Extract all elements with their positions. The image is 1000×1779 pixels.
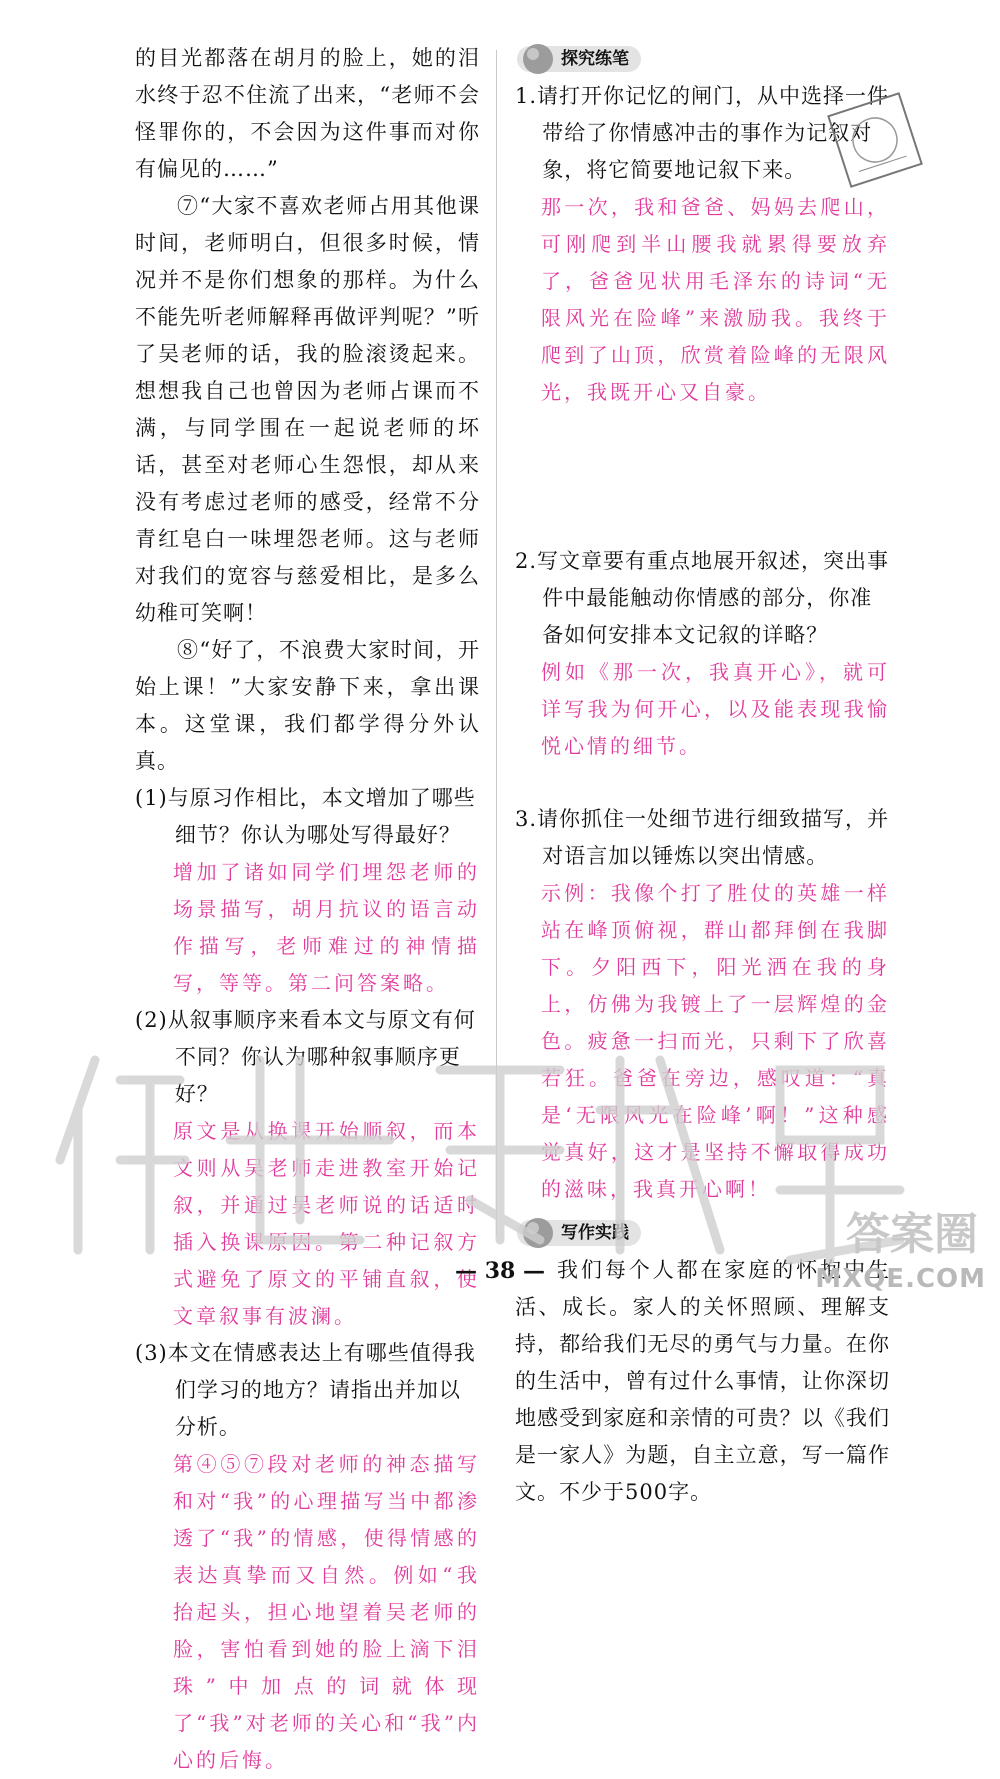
question-1: (1)与原习作相比，本文增加了哪些细节？你认为哪处写得最好？: [135, 786, 476, 847]
column-divider: [496, 50, 497, 1235]
practice-question-3: 3.请你抓住一处细节进行细致描写，并对语言加以锤炼以突出情感。: [515, 807, 890, 868]
answer-2: 原文是从换课开始顺叙，而本文则从吴老师走进教室开始记叙，并通过吴老师说的话适时插入换课原因。第二种记叙方式避免了原文的平铺直叙，使文章叙事有波澜。: [173, 1119, 480, 1328]
left-column: [135, 40, 480, 1779]
practice-answer-1: 那一次，我和爸爸、妈妈去爬山，可刚爬到半山腰我就累得要放弃了，爸爸见状用毛泽东的诗词“无限风光在险峰”来激励我。我终于爬到了山顶，欣赏着险峰的无限风光，我既开心又自豪。: [541, 195, 890, 404]
passage-paragraph-7: ⑦“大家不喜欢老师占用其他课时间，老师明白，但很多时候，情况并不是你们想象的那样。为什么不能先听老师解释再做评判呢？”听了吴老师的话，我的脸滚烫起来。想想我自己也曾因为老师占课而不满，与同学围在一起说老师的坏话，甚至对老师心生怨恨，却从来没有考虑过老师的感受，经常不分青红皂白一味埋怨老师。这与老师对我们的宽容与慈爱相比，是多么幼稚可笑啊！: [135, 194, 480, 625]
section-title-explore: 探究练笔: [561, 49, 629, 69]
answer-3: 第④⑤⑦段对老师的神态描写和对“我”的心理描写当中都渗透了“我”的情感，使得情感的表达真挚而又自然。例如“我抬起头，担心地望着吴老师的脸，害怕看到她的脸上滴下泪珠”中加点的词就体现了“我”对老师的关心和“我”内心的后悔。: [173, 1452, 480, 1772]
page-number: — 38 —: [455, 1258, 545, 1284]
writing-task: 我们每个人都在家庭的怀抱中生活、成长。家人的关怀照顾、理解支持，都给我们无尽的勇气与力量。在你的生活中，曾有过什么事情，让你深切地感受到家庭和亲情的可贵？以《我们是一家人》为题，自主立意，写一篇作文。不少于500字。: [515, 1258, 890, 1504]
passage-paragraph-6-end: 的目光都落在胡月的脸上，她的泪水终于忍不住流了出来，“老师不会怪罪你的，不会因为这件事而对你有偏见的……”: [135, 46, 480, 181]
pencil-blob-icon: [521, 42, 555, 76]
practice-question-2: 2.写文章要有重点地展开叙述，突出事件中最能触动你情感的部分，你准备如何安排本文记叙的详略？: [515, 549, 890, 647]
passage-paragraph-8: ⑧“好了，不浪费大家时间，开始上课！”大家安静下来，拿出课本。这堂课，我们都学得分外认真。: [135, 638, 480, 773]
practice-answer-3: 示例：我像个打了胜仗的英雄一样站在峰顶俯视，群山都拜倒在我脚下。夕阳西下，阳光洒在我的身上，仿佛为我镀上了一层辉煌的金色。疲惫一扫而光，只剩下了欣喜若狂。爸爸在旁边，感叹道：“真是‘无限风光在险峰’啊！”这种感觉真好，这才是坚持不懈取得成功的滋味，我真开心啊！: [541, 881, 890, 1201]
question-3: (3)本文在情感表达上有哪些值得我们学习的地方？请指出并加以分析。: [135, 1341, 476, 1439]
site-url: MXQE.COM: [815, 1264, 986, 1294]
answer-1: 增加了诸如同学们埋怨老师的场景描写，胡月抗议的语言动作描写，老师难过的神情描写，等等。第二问答案略。: [173, 860, 480, 995]
practice-answer-2: 例如《那一次，我真开心》，就可详写我为何开心，以及能表现我愉悦心情的细节。: [541, 660, 890, 758]
section-title-writing: 写作实践: [561, 1223, 629, 1243]
section-header-explore: [517, 46, 641, 72]
pencil-blob-icon: [521, 1216, 555, 1250]
seal-stamp-icon: [820, 85, 930, 195]
section-header-writing: [517, 1220, 641, 1246]
question-2: (2)从叙事顺序来看本文与原文有何不同？你认为哪种叙事顺序更好？: [135, 1008, 476, 1106]
site-logo: 答案圈: [846, 1209, 978, 1260]
practice-question-1: 1.请打开你记忆的闸门，从中选择一件带给了你情感冲击的事作为记叙对象，将它简要地记叙下来。: [515, 84, 890, 182]
